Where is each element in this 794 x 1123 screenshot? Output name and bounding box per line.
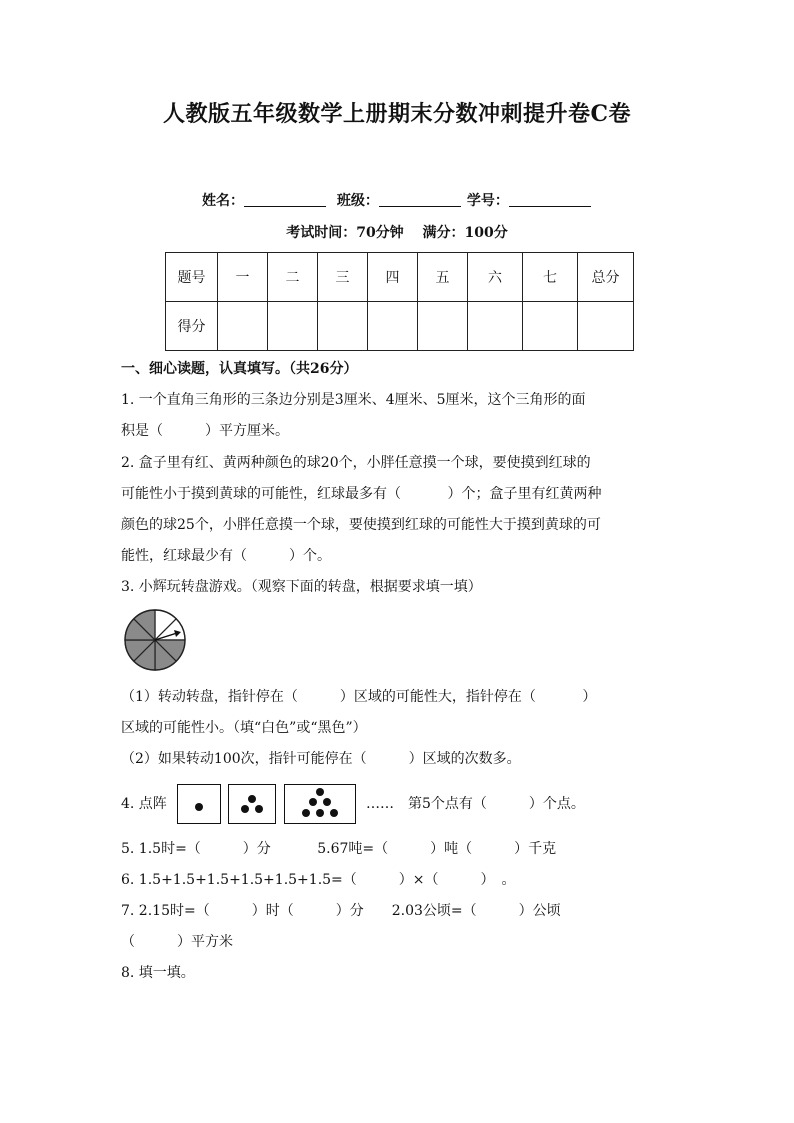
table-cell: 一 <box>218 253 268 302</box>
score-input-cell[interactable] <box>368 302 418 351</box>
score-input-cell[interactable] <box>468 302 523 351</box>
question-3-sub-1-line-1: （1）转动转盘，指针停在（ ）区域的可能性大，指针停在（ ） <box>121 689 597 705</box>
table-cell: 三 <box>318 253 368 302</box>
score-table-header-row <box>166 253 634 302</box>
dot-pattern-1 <box>177 784 221 824</box>
table-cell: 二 <box>268 253 318 302</box>
table-cell: 六 <box>468 253 523 302</box>
table-cell: 七 <box>523 253 578 302</box>
table-cell: 题号 <box>166 253 218 302</box>
question-6: 6. 1.5+1.5+1.5+1.5+1.5+1.5=（ ）×（ ） 。 <box>121 872 516 888</box>
score-table <box>165 252 634 351</box>
question-8: 8. 填一填。 <box>121 965 195 981</box>
number-blank <box>509 192 591 207</box>
class-blank <box>379 192 461 207</box>
question-2-line-2: 可能性小于摸到黄球的可能性，红球最多有（ ）个；盒子里有红黄两种 <box>121 486 602 502</box>
question-4-suffix: …… 第5个点有（ ）个点。 <box>366 796 585 812</box>
table-cell: 四 <box>368 253 418 302</box>
question-2-line-3: 颜色的球25个，小胖任意摸一个球，要使摸到红球的可能性大于摸到黄球的可 <box>121 517 601 533</box>
dot-pattern-1-icon <box>178 785 220 823</box>
class-label: 班级： <box>336 193 379 209</box>
question-4-prefix: 4. 点阵 <box>121 796 167 812</box>
spinner-wheel-icon <box>123 609 189 671</box>
score-table-score-row <box>166 302 634 351</box>
score-input-cell[interactable] <box>578 302 634 351</box>
score-input-cell[interactable] <box>318 302 368 351</box>
score-input-cell[interactable] <box>523 302 578 351</box>
number-label: 学号： <box>466 193 509 209</box>
table-cell: 总分 <box>578 253 634 302</box>
dot-pattern-3-icon <box>285 785 355 823</box>
table-cell: 得分 <box>166 302 218 351</box>
dot-pattern-2-icon <box>229 785 275 823</box>
question-2-line-4: 能性，红球最少有（ ）个。 <box>121 548 331 564</box>
question-1-line-1: 1. 一个直角三角形的三条边分别是3厘米、4厘米、5厘米，这个三角形的面 <box>121 392 586 408</box>
question-3-sub-1-line-2: 区域的可能性小。（填“白色”或“黑色”） <box>121 720 367 736</box>
score-input-cell[interactable] <box>268 302 318 351</box>
exam-info: 考试时间：70分钟 满分：100分 <box>286 225 508 241</box>
score-input-cell[interactable] <box>218 302 268 351</box>
score-input-cell[interactable] <box>418 302 468 351</box>
dot-pattern-2 <box>228 784 276 824</box>
name-blank <box>244 192 326 207</box>
student-info-line <box>202 190 597 210</box>
table-cell: 五 <box>418 253 468 302</box>
question-2-line-1: 2. 盒子里有红、黄两种颜色的球20个，小胖任意摸一个球，要使摸到红球的 <box>121 455 591 471</box>
question-7-line-1: 7. 2.15时=（ ）时（ ）分 2.03公顷=（ ）公顷 <box>121 903 561 919</box>
question-5: 5. 1.5时=（ ）分 5.67吨=（ ）吨（ ）千克 <box>121 841 557 857</box>
question-1-line-2: 积是（ ）平方厘米。 <box>121 423 289 439</box>
question-7-line-2: （ ）平方米 <box>121 934 233 950</box>
name-label: 姓名： <box>202 193 244 209</box>
section-heading: 一、细心读题，认真填写。（共26分） <box>121 361 358 377</box>
dot-pattern-3 <box>284 784 356 824</box>
page-title: 人教版五年级数学上册期末分数冲刺提升卷C卷 <box>162 101 631 127</box>
question-3-line-1: 3. 小辉玩转盘游戏。（观察下面的转盘，根据要求填一填） <box>121 579 482 595</box>
question-3-sub-2: （2）如果转动100次，指针可能停在（ ）区域的次数多。 <box>121 751 521 767</box>
